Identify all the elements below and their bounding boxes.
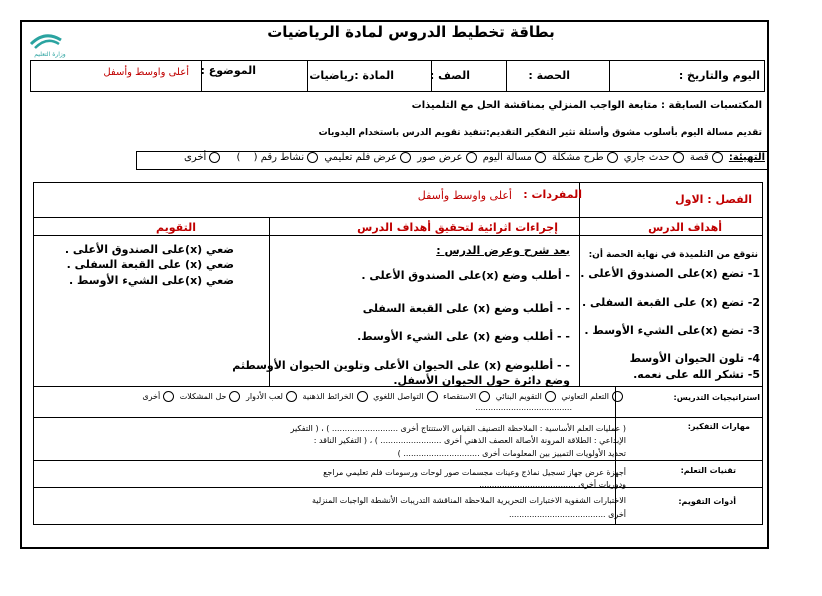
period-label: الحصة :	[528, 69, 570, 82]
objective-item: 3- تضع (x)على الشيء الأوسط .	[584, 324, 760, 337]
techniques-label: تقنيات التعلم:	[680, 466, 736, 475]
topic-value: أعلى واوسط وأسفل	[103, 67, 189, 78]
assessment-line1: الاختبارات الشفوية الاختبارات التحريرية الملاحظة المناقشة التدريبات الأنشطة الواجبات المنزلية	[312, 496, 626, 505]
strategies-other-dots: ......................................	[475, 403, 572, 412]
topic-label: الموضوع :	[200, 64, 256, 77]
svg-text:وزارة التعليم: وزارة التعليم	[34, 51, 66, 58]
strategy-radio[interactable]	[479, 391, 490, 402]
strategies-label: استراتيجيات التدريس:	[673, 393, 760, 402]
objective-item: 1- تضع (x)على الصندوق الأعلى .	[580, 267, 760, 280]
objectives-header: أهداف الدرس	[648, 221, 722, 234]
strategy-radio[interactable]	[357, 391, 368, 402]
warmup-box	[136, 151, 769, 170]
vocab-label: المفردات :	[523, 188, 582, 201]
objective-item: 5- تشكر الله على نعمه.	[633, 368, 760, 381]
procedures-header: إجراءات اثرائية لتحقيق أهداف الدرس	[357, 221, 558, 234]
vocab-value: أعلى واوسط وأسفل	[417, 189, 512, 202]
strategy-radio[interactable]	[229, 391, 240, 402]
thinking-line1: ( عمليات العلم الأساسية : الملاحظة التصنيف القياس الاستنتاج أخرى .......................... ) ، ( التفكير	[290, 424, 626, 433]
procedures-heading: بعد شرح وعرض الدرس :	[436, 244, 570, 257]
intro-plan: تقديم مسالة اليوم بأسلوب مشوق وأسئلة تثير التفكير التقديم:تنفيذ تقويم الدرس باستخدام اليدويات	[318, 128, 762, 138]
strategy-radio[interactable]	[163, 391, 174, 402]
evaluation-header: التقويم	[156, 221, 196, 234]
strategy-radio[interactable]	[286, 391, 297, 402]
prior-knowledge: المكتسبات السابقة : متابعة الواجب المنزلي بمناقشة الحل مع التلميذات	[411, 100, 762, 111]
procedure-item: - - أطلب وضع (x) على الشيء الأوسط.	[357, 330, 570, 343]
procedure-item: - أطلب وضع (x)على الصندوق الأعلى .	[361, 269, 570, 282]
assessment-label: أدوات التقويم:	[678, 497, 736, 506]
procedure-item: وضع دائرة حول الحيوان الأسفل.	[393, 374, 570, 387]
evaluation-item: ضعي (x)على الصندوق الأعلى .	[64, 243, 234, 256]
objectives-intro: نتوقع من التلميذة في نهاية الحصة أن:	[588, 250, 758, 260]
evaluation-item: ضعي (x) على القبعة السفلى .	[66, 258, 234, 271]
subject-label: المادة :رياضيات	[309, 69, 394, 82]
strategy-radio[interactable]	[612, 391, 623, 402]
warmup-label: التهيئة:	[728, 152, 765, 163]
evaluation-item: ضعي (x)على الشيء الأوسط .	[68, 274, 234, 287]
assessment-line2: أخرى ......................................	[508, 510, 626, 519]
thinking-label: مهارات التفكير:	[687, 422, 750, 431]
procedure-item: - - أطلبوضع (x) على الحيوان الأعلى وتلوين الحيوان الأوسطثم	[232, 359, 570, 372]
techniques-line2: ودوريات أخرى ......................................	[479, 480, 626, 489]
warmup-row: التهيئة: قصة حدث جاري طرح مشكلة مسالة اليوم عرض صور عرض فلم تعليمي نشاط رقم ( ) أخرى	[184, 152, 765, 163]
strategies-row: التعلم التعاوني التقويم البنائي الاستقصاء التواصل اللغوي الخرائط الذهنية لعب الأدوار حل المشكلات أخرى	[142, 391, 626, 402]
techniques-line1: أجهزة عرض جهاز تسجيل نماذج وعينات مجسمات صور لوحات ورسومات فلم تعليمي مراجع	[323, 468, 626, 477]
thinking-line2: الإبداعي : الطلاقة المرونة الأصالة العصف الذهني أخرى ........................ ) ، ( التفكير الناقد :	[313, 436, 626, 445]
thinking-line3: تحديد الأولويات التمييز بين المعلومات أخرى .............................. )	[397, 449, 626, 458]
objective-item: 4- تلون الحيوان الأوسط	[629, 352, 760, 365]
objective-item: 2- تضع (x) على القبعة السفلى .	[582, 296, 760, 309]
chapter: الفصل : الاول	[675, 193, 752, 206]
procedure-item: - - أطلب وضع (x) على القبعة السفلى	[362, 302, 570, 315]
strategy-radio[interactable]	[427, 391, 438, 402]
class-label: الصف :	[429, 69, 470, 82]
page-title: بطاقة تخطيط الدروس لمادة الرياضيات	[267, 23, 555, 41]
day-date-label: اليوم والتاريخ :	[678, 69, 760, 82]
strategy-radio[interactable]	[545, 391, 556, 402]
